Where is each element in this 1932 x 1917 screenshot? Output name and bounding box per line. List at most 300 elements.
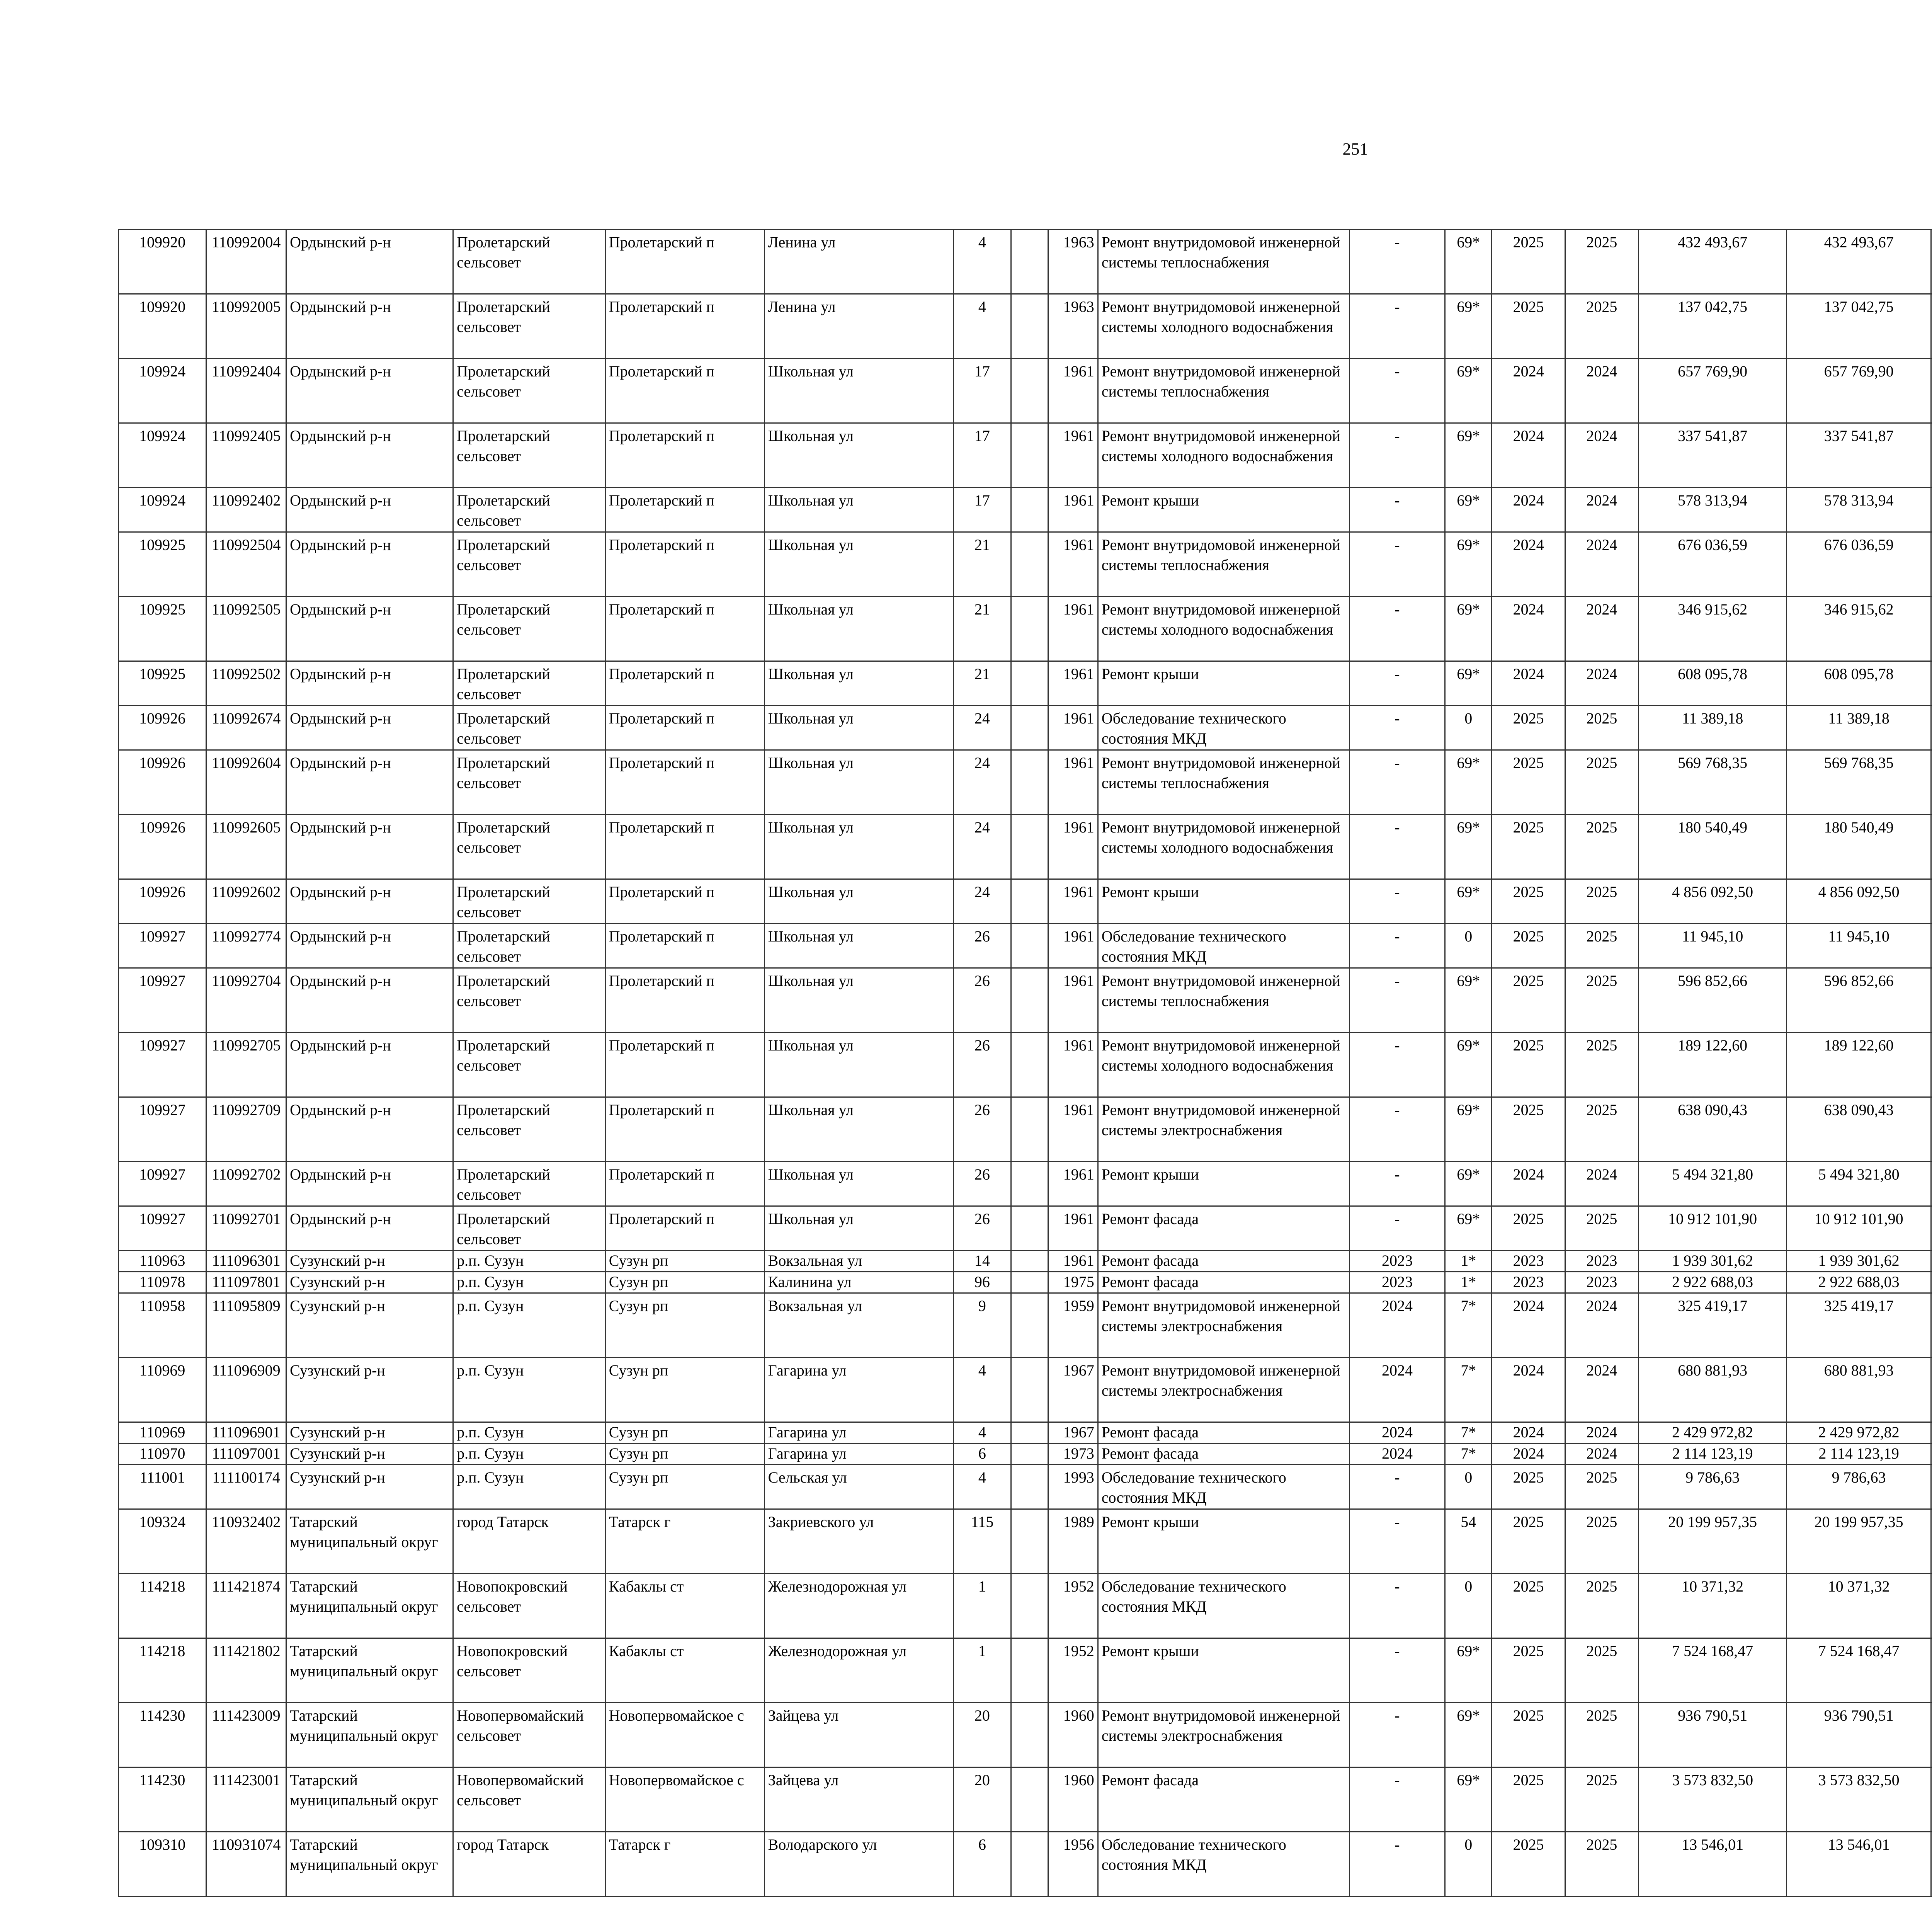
cell-fund-cost: 13 546,01 xyxy=(1787,1832,1931,1897)
cell-planned-year-end: 2025 xyxy=(1565,230,1639,294)
cell-municipal-district: Ордынский р-н xyxy=(286,661,453,706)
cell-year-built: 1989 xyxy=(1048,1509,1098,1574)
cell-energy-class: 69* xyxy=(1445,359,1492,423)
cell-street: Школьная ул xyxy=(764,750,954,815)
cell-object-id: 109926 xyxy=(119,879,206,924)
cell-locality: Сузун рп xyxy=(605,1444,764,1465)
cell-locality: Кабаклы ст xyxy=(605,1574,764,1638)
cell-energy-class: 69* xyxy=(1445,1206,1492,1251)
cell-locality: Татарск г xyxy=(605,1832,764,1897)
cell-total-cost: 11 389,18 xyxy=(1638,706,1787,750)
cell-year-a: - xyxy=(1349,1638,1445,1703)
table-row xyxy=(119,1422,1932,1444)
cell-settlement: Пролетарский сельсовет xyxy=(453,359,605,423)
cell-settlement: город Татарск xyxy=(453,1832,605,1897)
cell-settlement: Новопокровский сельсовет xyxy=(453,1638,605,1703)
cell-municipal-district: Ордынский р-н xyxy=(286,924,453,968)
cell-house-number: 115 xyxy=(954,1509,1011,1574)
cell-fund-cost: 7 524 168,47 xyxy=(1787,1638,1931,1703)
cell-year-built: 1961 xyxy=(1048,968,1098,1033)
cell-settlement: Пролетарский сельсовет xyxy=(453,815,605,879)
cell-work-id: 110992709 xyxy=(206,1097,286,1162)
cell-street: Школьная ул xyxy=(764,359,954,423)
cell-object-id: 109925 xyxy=(119,597,206,661)
cell-total-cost: 657 769,90 xyxy=(1638,359,1787,423)
cell-work-id: 110992604 xyxy=(206,750,286,815)
capital-repair-table xyxy=(118,229,1932,1897)
page-number: 251 xyxy=(1342,140,1368,158)
cell-house-number: 9 xyxy=(954,1293,1011,1358)
cell-work-id: 110992705 xyxy=(206,1033,286,1097)
cell-planned-year-start: 2024 xyxy=(1492,1422,1565,1444)
cell-year-a: - xyxy=(1349,815,1445,879)
cell-total-cost: 2 114 123,19 xyxy=(1638,1444,1787,1465)
cell-locality: Пролетарский п xyxy=(605,879,764,924)
cell-building xyxy=(1011,1703,1048,1767)
cell-fund-cost: 337 541,87 xyxy=(1787,423,1931,488)
cell-street: Ленина ул xyxy=(764,294,954,359)
cell-planned-year-end: 2025 xyxy=(1565,1097,1639,1162)
cell-object-id: 109324 xyxy=(119,1509,206,1574)
cell-year-a: - xyxy=(1349,924,1445,968)
cell-work-id: 110992502 xyxy=(206,661,286,706)
table-row xyxy=(119,750,1932,815)
cell-municipal-district: Ордынский р-н xyxy=(286,230,453,294)
cell-house-number: 4 xyxy=(954,230,1011,294)
table-row xyxy=(119,1358,1932,1422)
cell-building xyxy=(1011,488,1048,532)
cell-municipal-district: Татарский муниципальный округ xyxy=(286,1703,453,1767)
cell-total-cost: 337 541,87 xyxy=(1638,423,1787,488)
cell-locality: Сузун рп xyxy=(605,1422,764,1444)
cell-work-id: 110992402 xyxy=(206,488,286,532)
cell-work-type: Ремонт крыши xyxy=(1098,1162,1349,1206)
cell-year-a: - xyxy=(1349,359,1445,423)
cell-building xyxy=(1011,879,1048,924)
cell-work-type: Ремонт внутридомовой инженерной системы теплоснабжения xyxy=(1098,532,1349,597)
cell-building xyxy=(1011,1465,1048,1509)
cell-energy-class: 69* xyxy=(1445,1638,1492,1703)
cell-year-built: 1961 xyxy=(1048,661,1098,706)
table-row xyxy=(119,597,1932,661)
cell-settlement: Пролетарский сельсовет xyxy=(453,230,605,294)
cell-house-number: 26 xyxy=(954,1206,1011,1251)
cell-total-cost: 638 090,43 xyxy=(1638,1097,1787,1162)
cell-work-id: 110992602 xyxy=(206,879,286,924)
cell-planned-year-start: 2025 xyxy=(1492,879,1565,924)
cell-house-number: 24 xyxy=(954,706,1011,750)
cell-street: Школьная ул xyxy=(764,879,954,924)
table-row xyxy=(119,1293,1932,1358)
cell-year-built: 1961 xyxy=(1048,750,1098,815)
cell-work-type: Обследование технического состояния МКД xyxy=(1098,1832,1349,1897)
table-row xyxy=(119,1574,1932,1638)
cell-locality: Пролетарский п xyxy=(605,230,764,294)
cell-object-id: 109924 xyxy=(119,423,206,488)
cell-street: Школьная ул xyxy=(764,1162,954,1206)
cell-work-id: 111421874 xyxy=(206,1574,286,1638)
cell-planned-year-start: 2023 xyxy=(1492,1251,1565,1272)
cell-fund-cost: 10 371,32 xyxy=(1787,1574,1931,1638)
cell-work-id: 111423009 xyxy=(206,1703,286,1767)
cell-house-number: 4 xyxy=(954,1465,1011,1509)
cell-planned-year-end: 2024 xyxy=(1565,488,1639,532)
cell-fund-cost: 20 199 957,35 xyxy=(1787,1509,1931,1574)
cell-work-type: Ремонт внутридомовой инженерной системы теплоснабжения xyxy=(1098,968,1349,1033)
cell-planned-year-start: 2025 xyxy=(1492,230,1565,294)
cell-object-id: 110969 xyxy=(119,1358,206,1422)
cell-object-id: 109925 xyxy=(119,661,206,706)
cell-building xyxy=(1011,1444,1048,1465)
cell-planned-year-start: 2024 xyxy=(1492,488,1565,532)
cell-planned-year-start: 2024 xyxy=(1492,1358,1565,1422)
cell-settlement: Пролетарский сельсовет xyxy=(453,532,605,597)
cell-building xyxy=(1011,968,1048,1033)
cell-total-cost: 676 036,59 xyxy=(1638,532,1787,597)
table-row xyxy=(119,1206,1932,1251)
cell-fund-cost: 5 494 321,80 xyxy=(1787,1162,1931,1206)
cell-municipal-district: Ордынский р-н xyxy=(286,1162,453,1206)
cell-work-type: Ремонт внутридомовой инженерной системы электроснабжения xyxy=(1098,1293,1349,1358)
cell-fund-cost: 11 945,10 xyxy=(1787,924,1931,968)
cell-settlement: Пролетарский сельсовет xyxy=(453,661,605,706)
cell-fund-cost: 2 429 972,82 xyxy=(1787,1422,1931,1444)
cell-energy-class: 69* xyxy=(1445,230,1492,294)
cell-work-type: Ремонт крыши xyxy=(1098,879,1349,924)
cell-fund-cost: 676 036,59 xyxy=(1787,532,1931,597)
table-row xyxy=(119,1703,1932,1767)
cell-locality: Новопервомайское с xyxy=(605,1703,764,1767)
cell-municipal-district: Ордынский р-н xyxy=(286,1206,453,1251)
cell-street: Зайцева ул xyxy=(764,1767,954,1832)
table-row xyxy=(119,423,1932,488)
cell-building xyxy=(1011,1162,1048,1206)
cell-object-id: 110970 xyxy=(119,1444,206,1465)
cell-fund-cost: 657 769,90 xyxy=(1787,359,1931,423)
cell-work-id: 110931074 xyxy=(206,1832,286,1897)
cell-energy-class: 69* xyxy=(1445,1703,1492,1767)
cell-year-a: 2024 xyxy=(1349,1293,1445,1358)
table-row xyxy=(119,706,1932,750)
cell-year-a: - xyxy=(1349,1465,1445,1509)
cell-work-type: Ремонт внутридомовой инженерной системы холодного водоснабжения xyxy=(1098,423,1349,488)
cell-object-id: 110969 xyxy=(119,1422,206,1444)
cell-planned-year-end: 2024 xyxy=(1565,423,1639,488)
cell-fund-cost: 3 573 832,50 xyxy=(1787,1767,1931,1832)
cell-settlement: Пролетарский сельсовет xyxy=(453,423,605,488)
cell-year-built: 1961 xyxy=(1048,1206,1098,1251)
cell-street: Школьная ул xyxy=(764,1206,954,1251)
cell-settlement: Пролетарский сельсовет xyxy=(453,968,605,1033)
cell-street: Школьная ул xyxy=(764,1097,954,1162)
cell-total-cost: 2 922 688,03 xyxy=(1638,1272,1787,1293)
cell-settlement: р.п. Сузун xyxy=(453,1358,605,1422)
cell-year-a: - xyxy=(1349,661,1445,706)
cell-energy-class: 0 xyxy=(1445,1574,1492,1638)
cell-year-a: - xyxy=(1349,1574,1445,1638)
cell-energy-class: 1* xyxy=(1445,1251,1492,1272)
cell-street: Гагарина ул xyxy=(764,1358,954,1422)
cell-street: Школьная ул xyxy=(764,661,954,706)
cell-energy-class: 69* xyxy=(1445,815,1492,879)
cell-building xyxy=(1011,1422,1048,1444)
cell-total-cost: 578 313,94 xyxy=(1638,488,1787,532)
cell-planned-year-start: 2024 xyxy=(1492,1444,1565,1465)
cell-settlement: Пролетарский сельсовет xyxy=(453,879,605,924)
cell-year-built: 1960 xyxy=(1048,1703,1098,1767)
cell-object-id: 109920 xyxy=(119,230,206,294)
cell-year-built: 1963 xyxy=(1048,294,1098,359)
cell-municipal-district: Ордынский р-н xyxy=(286,488,453,532)
cell-year-built: 1961 xyxy=(1048,423,1098,488)
cell-house-number: 1 xyxy=(954,1638,1011,1703)
cell-house-number: 17 xyxy=(954,488,1011,532)
cell-planned-year-end: 2025 xyxy=(1565,1206,1639,1251)
table-row xyxy=(119,1097,1932,1162)
cell-work-id: 110992701 xyxy=(206,1206,286,1251)
cell-municipal-district: Татарский муниципальный округ xyxy=(286,1574,453,1638)
cell-work-type: Ремонт крыши xyxy=(1098,661,1349,706)
cell-year-a: 2023 xyxy=(1349,1272,1445,1293)
cell-building xyxy=(1011,706,1048,750)
cell-locality: Сузун рп xyxy=(605,1251,764,1272)
cell-year-built: 1963 xyxy=(1048,230,1098,294)
cell-locality: Пролетарский п xyxy=(605,359,764,423)
cell-planned-year-end: 2024 xyxy=(1565,1293,1639,1358)
cell-work-type: Ремонт внутридомовой инженерной системы теплоснабжения xyxy=(1098,359,1349,423)
cell-building xyxy=(1011,924,1048,968)
cell-house-number: 26 xyxy=(954,924,1011,968)
cell-fund-cost: 2 114 123,19 xyxy=(1787,1444,1931,1465)
cell-year-a: - xyxy=(1349,1767,1445,1832)
cell-year-a: - xyxy=(1349,488,1445,532)
cell-locality: Пролетарский п xyxy=(605,294,764,359)
cell-building xyxy=(1011,1509,1048,1574)
cell-fund-cost: 638 090,43 xyxy=(1787,1097,1931,1162)
cell-work-id: 110992774 xyxy=(206,924,286,968)
cell-energy-class: 69* xyxy=(1445,294,1492,359)
cell-planned-year-end: 2024 xyxy=(1565,1444,1639,1465)
cell-building xyxy=(1011,597,1048,661)
cell-energy-class: 7* xyxy=(1445,1422,1492,1444)
cell-settlement: Пролетарский сельсовет xyxy=(453,294,605,359)
cell-work-id: 111096901 xyxy=(206,1422,286,1444)
cell-locality: Пролетарский п xyxy=(605,815,764,879)
cell-settlement: Новопервомайский сельсовет xyxy=(453,1703,605,1767)
cell-locality: Пролетарский п xyxy=(605,706,764,750)
cell-settlement: р.п. Сузун xyxy=(453,1293,605,1358)
cell-planned-year-end: 2025 xyxy=(1565,1703,1639,1767)
cell-settlement: Пролетарский сельсовет xyxy=(453,488,605,532)
cell-house-number: 26 xyxy=(954,1162,1011,1206)
cell-planned-year-start: 2024 xyxy=(1492,1162,1565,1206)
cell-work-type: Ремонт фасада xyxy=(1098,1444,1349,1465)
cell-planned-year-start: 2025 xyxy=(1492,1703,1565,1767)
cell-total-cost: 10 371,32 xyxy=(1638,1574,1787,1638)
cell-settlement: Пролетарский сельсовет xyxy=(453,1033,605,1097)
table-row xyxy=(119,359,1932,423)
cell-settlement: город Татарск xyxy=(453,1509,605,1574)
cell-total-cost: 10 912 101,90 xyxy=(1638,1206,1787,1251)
cell-house-number: 26 xyxy=(954,1097,1011,1162)
cell-planned-year-start: 2024 xyxy=(1492,423,1565,488)
cell-settlement: р.п. Сузун xyxy=(453,1272,605,1293)
cell-locality: Пролетарский п xyxy=(605,532,764,597)
cell-energy-class: 69* xyxy=(1445,750,1492,815)
cell-object-id: 109927 xyxy=(119,1162,206,1206)
cell-object-id: 110963 xyxy=(119,1251,206,1272)
table-row xyxy=(119,1444,1932,1465)
cell-locality: Сузун рп xyxy=(605,1293,764,1358)
cell-energy-class: 0 xyxy=(1445,924,1492,968)
cell-total-cost: 346 915,62 xyxy=(1638,597,1787,661)
cell-locality: Пролетарский п xyxy=(605,924,764,968)
cell-energy-class: 69* xyxy=(1445,1767,1492,1832)
cell-planned-year-end: 2024 xyxy=(1565,532,1639,597)
cell-work-type: Ремонт внутридомовой инженерной системы электроснабжения xyxy=(1098,1097,1349,1162)
cell-year-built: 1961 xyxy=(1048,815,1098,879)
cell-total-cost: 936 790,51 xyxy=(1638,1703,1787,1767)
cell-house-number: 14 xyxy=(954,1251,1011,1272)
cell-house-number: 4 xyxy=(954,1358,1011,1422)
cell-planned-year-start: 2024 xyxy=(1492,661,1565,706)
cell-total-cost: 680 881,93 xyxy=(1638,1358,1787,1422)
table-row xyxy=(119,1272,1932,1293)
cell-planned-year-end: 2025 xyxy=(1565,968,1639,1033)
cell-work-type: Ремонт внутридомовой инженерной системы электроснабжения xyxy=(1098,1358,1349,1422)
table-row xyxy=(119,924,1932,968)
table-row xyxy=(119,294,1932,359)
cell-planned-year-start: 2025 xyxy=(1492,968,1565,1033)
cell-house-number: 1 xyxy=(954,1574,1011,1638)
cell-total-cost: 2 429 972,82 xyxy=(1638,1422,1787,1444)
cell-planned-year-end: 2024 xyxy=(1565,597,1639,661)
cell-house-number: 24 xyxy=(954,815,1011,879)
cell-municipal-district: Сузунский р-н xyxy=(286,1251,453,1272)
cell-locality: Пролетарский п xyxy=(605,488,764,532)
cell-house-number: 26 xyxy=(954,1033,1011,1097)
cell-year-built: 1961 xyxy=(1048,1251,1098,1272)
cell-energy-class: 69* xyxy=(1445,879,1492,924)
cell-building xyxy=(1011,750,1048,815)
cell-energy-class: 1* xyxy=(1445,1272,1492,1293)
cell-street: Школьная ул xyxy=(764,532,954,597)
cell-work-id: 111097801 xyxy=(206,1272,286,1293)
cell-energy-class: 0 xyxy=(1445,1832,1492,1897)
cell-work-id: 111423001 xyxy=(206,1767,286,1832)
cell-settlement: р.п. Сузун xyxy=(453,1422,605,1444)
cell-municipal-district: Сузунский р-н xyxy=(286,1358,453,1422)
cell-object-id: 109927 xyxy=(119,1206,206,1251)
cell-object-id: 114230 xyxy=(119,1767,206,1832)
cell-settlement: Пролетарский сельсовет xyxy=(453,1097,605,1162)
cell-object-id: 110978 xyxy=(119,1272,206,1293)
cell-building xyxy=(1011,1574,1048,1638)
cell-settlement: Новопервомайский сельсовет xyxy=(453,1767,605,1832)
cell-street: Зайцева ул xyxy=(764,1703,954,1767)
cell-municipal-district: Татарский муниципальный округ xyxy=(286,1767,453,1832)
cell-year-a: - xyxy=(1349,968,1445,1033)
cell-work-id: 110992605 xyxy=(206,815,286,879)
table-body xyxy=(119,230,1932,1897)
cell-house-number: 96 xyxy=(954,1272,1011,1293)
cell-fund-cost: 325 419,17 xyxy=(1787,1293,1931,1358)
cell-total-cost: 189 122,60 xyxy=(1638,1033,1787,1097)
cell-planned-year-end: 2025 xyxy=(1565,924,1639,968)
cell-municipal-district: Ордынский р-н xyxy=(286,750,453,815)
cell-building xyxy=(1011,1293,1048,1358)
cell-year-built: 1961 xyxy=(1048,359,1098,423)
cell-locality: Кабаклы ст xyxy=(605,1638,764,1703)
cell-total-cost: 13 546,01 xyxy=(1638,1832,1787,1897)
cell-work-id: 111096909 xyxy=(206,1358,286,1422)
table-row xyxy=(119,968,1932,1033)
cell-planned-year-end: 2025 xyxy=(1565,1033,1639,1097)
cell-fund-cost: 680 881,93 xyxy=(1787,1358,1931,1422)
cell-year-a: - xyxy=(1349,597,1445,661)
cell-fund-cost: 10 912 101,90 xyxy=(1787,1206,1931,1251)
table-row xyxy=(119,1638,1932,1703)
cell-street: Школьная ул xyxy=(764,815,954,879)
cell-planned-year-start: 2025 xyxy=(1492,750,1565,815)
cell-planned-year-end: 2025 xyxy=(1565,1509,1639,1574)
cell-total-cost: 4 856 092,50 xyxy=(1638,879,1787,924)
cell-object-id: 109927 xyxy=(119,1097,206,1162)
cell-planned-year-start: 2025 xyxy=(1492,1832,1565,1897)
cell-building xyxy=(1011,815,1048,879)
cell-planned-year-end: 2024 xyxy=(1565,1162,1639,1206)
cell-planned-year-end: 2024 xyxy=(1565,1358,1639,1422)
cell-house-number: 17 xyxy=(954,359,1011,423)
cell-year-a: - xyxy=(1349,879,1445,924)
cell-planned-year-end: 2025 xyxy=(1565,1767,1639,1832)
cell-fund-cost: 2 922 688,03 xyxy=(1787,1272,1931,1293)
cell-planned-year-end: 2025 xyxy=(1565,706,1639,750)
cell-year-a: - xyxy=(1349,706,1445,750)
cell-planned-year-start: 2025 xyxy=(1492,1465,1565,1509)
cell-municipal-district: Сузунский р-н xyxy=(286,1422,453,1444)
cell-work-type: Обследование технического состояния МКД xyxy=(1098,706,1349,750)
cell-municipal-district: Ордынский р-н xyxy=(286,706,453,750)
cell-house-number: 4 xyxy=(954,294,1011,359)
cell-building xyxy=(1011,1638,1048,1703)
cell-year-a: - xyxy=(1349,1703,1445,1767)
cell-year-built: 1961 xyxy=(1048,1097,1098,1162)
cell-fund-cost: 9 786,63 xyxy=(1787,1465,1931,1509)
cell-house-number: 6 xyxy=(954,1832,1011,1897)
cell-energy-class: 69* xyxy=(1445,1033,1492,1097)
cell-fund-cost: 596 852,66 xyxy=(1787,968,1931,1033)
cell-planned-year-end: 2024 xyxy=(1565,661,1639,706)
cell-building xyxy=(1011,230,1048,294)
cell-planned-year-start: 2025 xyxy=(1492,1097,1565,1162)
cell-municipal-district: Сузунский р-н xyxy=(286,1465,453,1509)
cell-fund-cost: 608 095,78 xyxy=(1787,661,1931,706)
cell-fund-cost: 569 768,35 xyxy=(1787,750,1931,815)
cell-object-id: 109927 xyxy=(119,1033,206,1097)
cell-total-cost: 596 852,66 xyxy=(1638,968,1787,1033)
cell-municipal-district: Ордынский р-н xyxy=(286,532,453,597)
cell-year-built: 1967 xyxy=(1048,1358,1098,1422)
cell-year-a: - xyxy=(1349,230,1445,294)
cell-fund-cost: 936 790,51 xyxy=(1787,1703,1931,1767)
cell-total-cost: 137 042,75 xyxy=(1638,294,1787,359)
cell-planned-year-end: 2025 xyxy=(1565,1574,1639,1638)
cell-year-built: 1967 xyxy=(1048,1422,1098,1444)
cell-year-built: 1952 xyxy=(1048,1574,1098,1638)
cell-fund-cost: 137 042,75 xyxy=(1787,294,1931,359)
cell-work-type: Ремонт крыши xyxy=(1098,1509,1349,1574)
